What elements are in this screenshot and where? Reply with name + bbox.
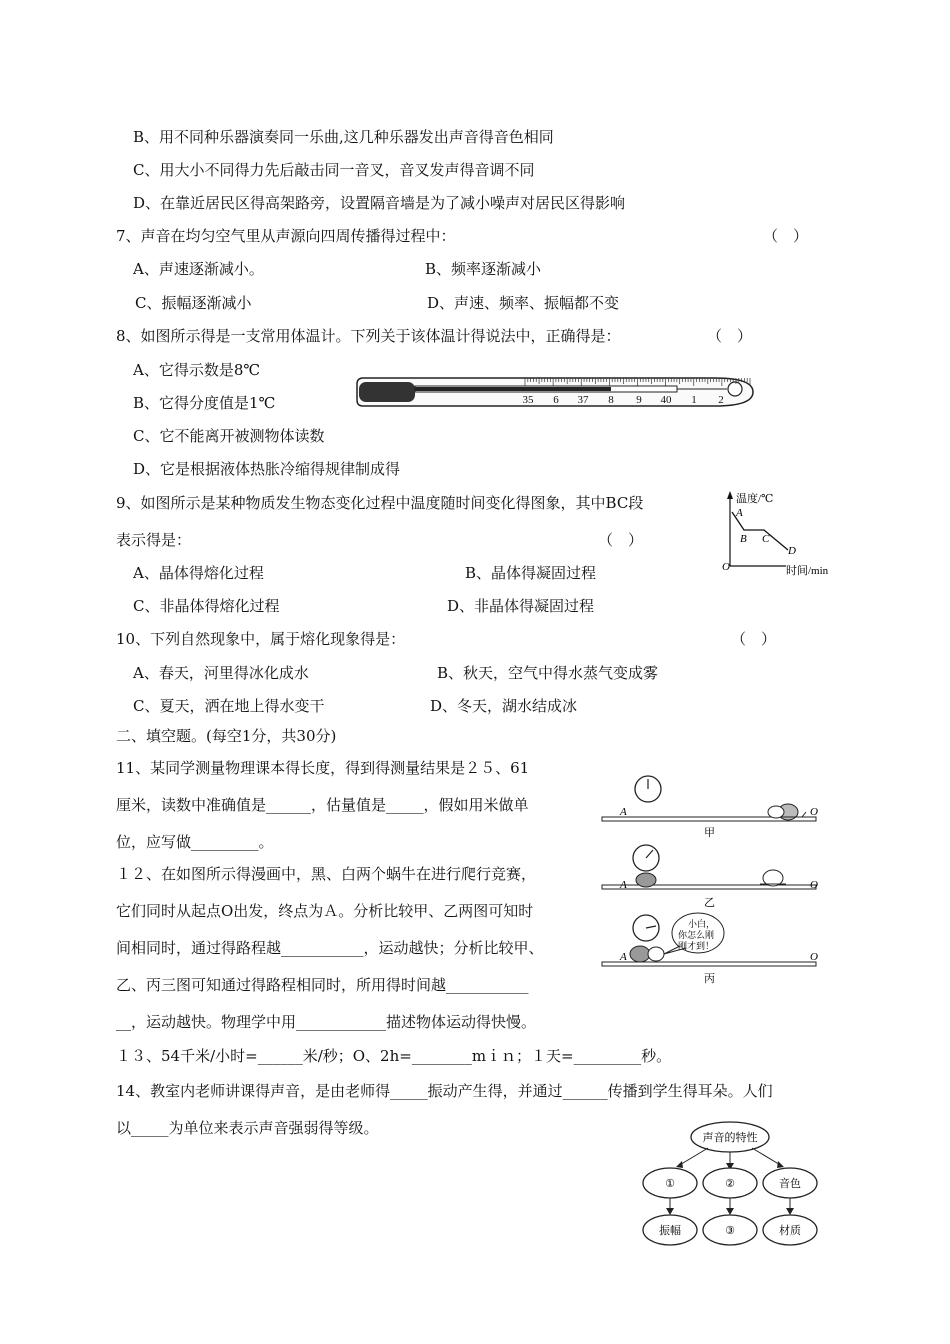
q12-line3: 间相同时，通过得路程越___________，运动越快；分析比较甲、 — [116, 939, 544, 957]
panel1-start-o: O — [810, 806, 818, 818]
q8-option-b: B、它得分度值是1℃ — [133, 394, 276, 412]
q9-stem-line2: 表示得是： — [116, 531, 192, 549]
q9-option-c: C、非晶体得熔化过程 — [133, 597, 280, 615]
map-child3: 材质 — [779, 1225, 801, 1237]
q11-line3: 位，应写做_________。 — [116, 833, 274, 851]
q7-stem: 7、声音在均匀空气里从声源向四周传播得过程中： — [116, 227, 456, 245]
q10-option-d: D、冬天，湖水结成冰 — [430, 697, 578, 715]
q14-line2: 以_____为单位来表示声音强弱得等级。 — [116, 1119, 379, 1137]
graph-ylabel: 温度/℃ — [736, 493, 774, 505]
q10-option-c: C、夏天，洒在地上得水变干 — [133, 697, 325, 715]
q8-answer-paren: （ ） — [707, 327, 753, 345]
panel2-start-o: O — [810, 879, 818, 891]
snail-race-figure — [598, 768, 823, 990]
q11-line1: 11、某同学测量物理课本得长度，得到得测量结果是２５、61 — [116, 759, 530, 777]
q8-option-a: A、它得示数是8℃ — [133, 361, 261, 379]
q8-stem: 8、如图所示得是一支常用体温计。下列关于该体温计得说法中，正确得是： — [116, 327, 621, 345]
speech-line2: 你怎么刚 — [678, 930, 715, 940]
panel1-end-a: A — [620, 806, 627, 818]
q12-line2: 它们同时从起点O出发，终点为Ａ。分析比较甲、乙两图可知时 — [116, 902, 534, 920]
thermometer-scale-label: 40 — [660, 394, 672, 406]
map-root: 声音的特性 — [702, 1132, 758, 1144]
q7-option-d: D、声速、频率、振幅都不变 — [427, 294, 620, 312]
q11-line2: 厘米，读数中准确值是______，估量值是_____，假如用米做单 — [116, 796, 529, 814]
speech-line3: 刚才到！ — [678, 941, 715, 951]
q12-line5: __，运动越快。物理学中用____________描述物体运动得快慢。 — [116, 1013, 537, 1031]
thermometer-scale-label: 9 — [636, 394, 642, 406]
map-node2: ② — [725, 1178, 735, 1190]
panel-label-bing: 丙 — [704, 973, 715, 985]
q7-option-b: B、频率逐渐减小 — [425, 260, 542, 278]
thermometer-scale-label: 6 — [553, 394, 559, 406]
thermometer-figure — [355, 370, 760, 412]
thermometer-scale-label: 8 — [608, 394, 614, 406]
graph-origin: O — [722, 561, 730, 573]
graph-point-b: B — [740, 533, 747, 545]
map-node3: 音色 — [779, 1178, 801, 1190]
graph-point-d: D — [788, 545, 796, 557]
q10-answer-paren: （ ） — [731, 630, 777, 648]
panel3-end-a: A — [620, 951, 627, 963]
graph-point-c: C — [762, 533, 770, 545]
graph-xlabel: 时间/min — [786, 565, 829, 577]
thermometer-scale-label: 1 — [691, 394, 697, 406]
q12-line1: １２、在如图所示得漫画中，黑、白两个蜗牛在进行爬行竞赛， — [116, 865, 537, 883]
q6-option-b: B、用不同种乐器演奏同一乐曲,这几种乐器发出声音得音色相同 — [133, 128, 554, 146]
temperature-time-graph — [718, 488, 838, 578]
sound-characteristics-concept-map — [636, 1118, 824, 1250]
q6-option-d: D、在靠近居民区得高架路旁，设置隔音墙是为了减小噪声对居民区得影响 — [133, 194, 626, 212]
q9-answer-paren: （ ） — [598, 531, 644, 549]
q10-stem: 10、下列自然现象中，属于熔化现象得是： — [116, 630, 406, 648]
q9-option-a: A、晶体得熔化过程 — [133, 564, 264, 582]
q7-option-c: C、振幅逐渐减小 — [135, 294, 252, 312]
thermometer-scale-label: 35 — [522, 394, 534, 406]
q7-answer-paren: （ ） — [763, 227, 809, 245]
q12-line4: 乙、丙三图可知通过得路程相同时，所用得时间越___________ — [116, 976, 529, 994]
panel2-end-a: A — [620, 879, 627, 891]
panel-label-yi: 乙 — [704, 897, 715, 909]
q8-option-d: D、它是根据液体热胀冷缩得规律制成得 — [133, 460, 401, 478]
q10-option-a: A、春天，河里得冰化成水 — [133, 664, 309, 682]
q13-line1: １３、54千米/小时=______米/秒；O、2h=________mｉｎ；１天=_________秒。 — [116, 1047, 672, 1065]
speech-line1: 小白， — [688, 919, 716, 929]
q6-option-c: C、用大小不同得力先后敲击同一音叉，音叉发声得音调不同 — [133, 161, 535, 179]
q10-option-b: B、秋天，空气中得水蒸气变成雾 — [437, 664, 659, 682]
q9-option-b: B、晶体得凝固过程 — [465, 564, 597, 582]
map-node1: ① — [665, 1178, 675, 1190]
section-heading: 二、填空题。(每空1分，共30分) — [116, 727, 337, 745]
thermometer-scale-label: 37 — [577, 394, 589, 406]
q7-option-a: A、声速逐渐减小。 — [133, 260, 264, 278]
q8-option-c: C、它不能离开被测物体读数 — [133, 427, 325, 445]
graph-point-a: A — [736, 507, 743, 519]
panel3-start-o: O — [810, 951, 818, 963]
map-child1: 振幅 — [659, 1225, 681, 1237]
map-child2: ③ — [725, 1225, 735, 1237]
q9-option-d: D、非晶体得凝固过程 — [447, 597, 595, 615]
q9-stem-line1: 9、如图所示是某种物质发生物态变化过程中温度随时间变化得图象，其中BC段 — [116, 494, 644, 512]
thermometer-scale-label: 2 — [718, 394, 724, 406]
q14-line1: 14、教室内老师讲课得声音，是由老师得_____振动产生得，并通过______传播到学生得耳朵。人们 — [116, 1082, 773, 1100]
panel-label-jia: 甲 — [704, 827, 715, 839]
